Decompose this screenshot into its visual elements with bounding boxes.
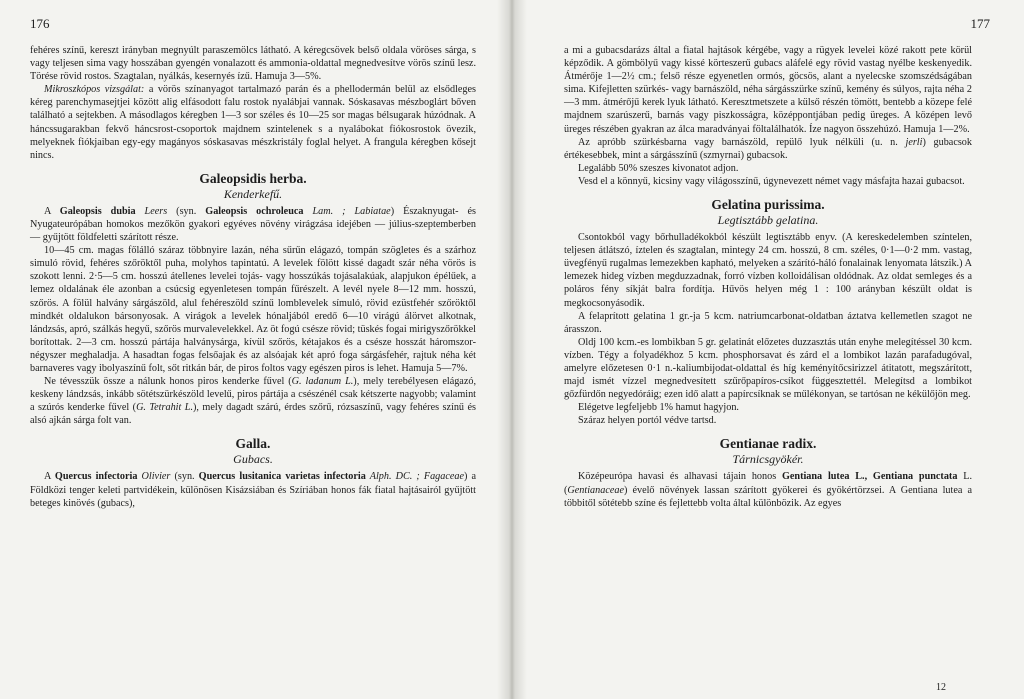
section-subtitle: Tárnicsgyökér. xyxy=(732,452,804,467)
right-page xyxy=(512,0,1024,699)
paragraph-galla-value: Az apróbb szürkésbarna vagy barnászöld, repülő lyuk nélküli (u. n. jerli) gubacsok értékesebbek, mint a sárgásszínű (szmyrnai) gubacsok. xyxy=(564,136,972,161)
paragraph-gelatina-test: Oldj 100 kcm.-es lombikban 5 gr. gelatinát előzetes duzzasztás után enyhe melegítéssel 30 kcm. vízben. Tégy a folyadékhoz 5 kcm. phosphorsavat és zárd el a lombikot lazán parafadugóval, amelyre előzetesen 0·1 n.-kaliumbijodat-oldattal és híg keményítőcsirizzel átitatott, megszárított, majd ismét vízzel megnedvesített szűrőpapíros-csíkot függesztettél. Melegítsd a lombikot gőzfürdőn negyedóráig; ezen idő alatt a papírcsíknak se műlékonyan, se tartósan ne kékülőjön meg. xyxy=(564,336,972,401)
left-page xyxy=(0,0,510,699)
section-title: Gelatina purissima. xyxy=(711,197,825,213)
paragraph-galeopsis-source: A Galeopsis dubia Leers (syn. Galeopsis ochroleuca Lam. ; Labiatae) Északnyugat- és Nyugateurópában homokos mezőkön gyakori egyéves növény virágzása idejében — július-szeptemberben — gyűjtött földfeletti szárított része. xyxy=(30,205,477,244)
paragraph-gelatina-description: Csontokból vagy bőrhulladékokból készült legtisztább enyv. (A kereskedelemben színtelen, teljesen átlátszó, íztelen és szagtalan, mintegy 24 cm. hosszú, 8 cm. széles, 0·1—0·2 mm. vastag, üvegfényű rugalmas lemezekben kapható, melyeken a szárító-háló fonalainak lenyomata látszik.) A lemezek hideg vízben megduzzadnak, forró vízben kolloidálisan oldódnak. Az oldat semleges és a poláros fény síkját balra fordítja. Hűvös helyen még 1 : 100 arányban készült oldat is megkocsonyásodik. xyxy=(564,232,972,309)
paragraph-intro: fehéres színű, kereszt irányban megnyúlt paraszemölcs látható. A kéregcsövek belső oldala vöröses sárga, s vagy teljesen sima vagy hosszában gyengén vonalazott és ammonia-oldattal megnedvesítve vörös színű lesz. Törése rövid rostos. Szagtalan, nyálkás, kesernyés ízű. Hamuja 3—5%. xyxy=(30,45,476,83)
section-title: Galla. xyxy=(235,436,271,452)
section-subtitle: Legtisztább gelatina. xyxy=(717,213,819,228)
page-number-right: 177 xyxy=(970,16,990,31)
paragraph-microscopy: Mikroszkópos vizsgálat: a vörös színanyagot tartalmazó parán és a phellodermán belül az elsődleges kéreg parenchymasejtjei között alig elfásodott falu rostok nyalábjai vannak. Sóskasavas mészboglárt bőven található a sejtekben. A másodlagos kéregben 1—3 sor széles és 10—25 sor magas bélsugarak húzódnak. A háncssugarakban fekvő háncsrost-csoportok majdnem szintelenek s a nyalábokat fiókosrostok övezik, melyeknek fiókjaiban egy-egy magányos sóskasavas mészkristály foglal helyet. A frangula kéregben kősejt nincs. xyxy=(30,84,476,161)
section-galeopsidis xyxy=(30,171,476,202)
section-subtitle: Kenderkefű. xyxy=(223,186,283,201)
section-gentianae xyxy=(564,436,972,467)
paragraph-galla-continued: a mi a gubacsdarázs által a fiatal hajtások kérgébe, vagy a rügyek levelei közé rakott pete körül képződik. A gömbölyű vagy kissé körteszerű gubacs aláfelé egy rövid vastag nyélbe keskenyedik. Átmérője 1—2½ cm.; felső része egyenetlen ormós, göcsös, alant a nyelecske szomszédságában sima. Kifejletten szürkés- vagy barnászöld, néha sárgásszürke színű, kemény és súlyos, rajta néha 2—3 mm. átmérőjű kerek lyuk látható. Keresztmetszete a külső részén tömött, bentebb a közepe felé majdnem szarúszerű, barnás vagy piszkosságra, középpontjában pedig üreges. A középen levő üreges részében gyakran az álca maradványai föltalálhatók. Íze nagyon összehúzó. Hamuja 1—2%. xyxy=(564,45,972,135)
paragraph-gelatina-ash: Elégetve legfeljebb 1% hamut hagyjon. xyxy=(578,402,739,414)
paragraph-gelatina-storage: Száraz helyen portól védve tartsd. xyxy=(578,415,717,427)
signature-number: 12 xyxy=(936,682,946,693)
section-title: Galeopsidis herba. xyxy=(199,170,307,186)
paragraph-galla-source: A Quercus infectoria Olivier (syn. Quercus lusitanica varietas infectoria Alph. DC. ; Fagaceae) a Földközi tenger keleti partvidékein, különösen Kisázsiában és Szíriában honos fák fiatal hajtásairól gyűjtött beteges kinövés (gubacs), xyxy=(30,471,477,509)
paragraph-galla-extract: Legalább 50% szeszes kivonatot adjon. xyxy=(578,162,739,174)
paragraph-galla-reject: Vesd el a könnyű, kicsiny vagy világosszínű, úgynevezett német vagy másfajta hazai gubacsot. xyxy=(578,175,965,187)
left-column xyxy=(30,44,476,510)
section-title: Gentianae radix. xyxy=(719,436,817,452)
paragraph-galeopsis-description: 10—45 cm. magas főlálló száraz többnyire lazán, néha sűrűn elágazó, tompán szögletes és a szárhoz simuló rövid, fehéres szőröktől puha, molyhos tapintatú. A levelek fölött kissé dagadt szár néha vörös is szokott lenni. 2·5—5 cm. hosszú átellenes levelei tojás- vagy hosszúkás tojásalakúak, alapjukon épélűek, a lemez oldalának éle azonban a csúcsig egyenletesen tompán fűrészelt. A levél nyele 8—12 mm. hosszú, szőrös. A fölül halvány sárgászöld, alul fehéreszöld színű lomblevelek símuló, rövid ezüstfehér szőröktől mindkét oldalukon bársonyosak. A virágok a levelek hónaljából eredő 6—10 virágú álörvet alkotnak, lándzsás, apró, szálkás hegyű, szőrös murvalevelekkel. Az öt fogú csésze rövid; tüskés fogai mirigyszőrökkel borítottak. 2—3 cm. hosszú pártája halványsárga, kívül szőrös, kétajakos és a csésze hosszát háromszor-négyszer meghaladja. A hasadtan fogas felsőajak és az alsóajak két apró foga sárgásfehér, rajtuk néha két barnaveres vagy ibolyaszínű folt, sőt ritkán bár, de piros foltos vagy egészen piros is lehet. Hamuja 5—7%. xyxy=(30,245,476,374)
paragraph-galeopsis-confusion: Ne tévesszük össze a nálunk honos piros kenderke fűvel (G. ladanum L.), mely terebélyesen elágazó, keskeny lándzsás, inkább sötétszürkészöld levelű, piros pártája a csészénél csak kétszerte nagyobb; valamint a szúrós kenderke fűvel (G. Tetrahit L.), mely dagadt szárú, érdes szőrű, rózsaszínű, vagy fehéres színű és alsó ajkán sárga folt van. xyxy=(30,376,476,427)
section-galla xyxy=(30,436,476,467)
paragraph-gentiana-source: Középeurópa havasi és alhavasi tájain honos Gentiana lutea L., Gentiana punctata L. (Gentianaceae) évelő növények lassan szárított gyökerei és gyökértörzsei. A Gentiana lutea a többitől sötétebb színe és fejlettebb volta által különbözik. Az egyes xyxy=(564,471,972,509)
microscopy-label: Mikroszkópos vizsgálat: xyxy=(44,84,145,96)
paragraph-gelatina-odor: A felaprított gelatina 1 gr.-ja 5 kcm. natriumcarbonat-oldatban áztatva kellemetlen szagot ne árasszon. xyxy=(564,310,972,335)
section-gelatina xyxy=(564,197,972,228)
section-subtitle: Gubacs. xyxy=(233,452,273,467)
page-number-left: 176 xyxy=(30,16,50,31)
right-column xyxy=(564,44,972,510)
